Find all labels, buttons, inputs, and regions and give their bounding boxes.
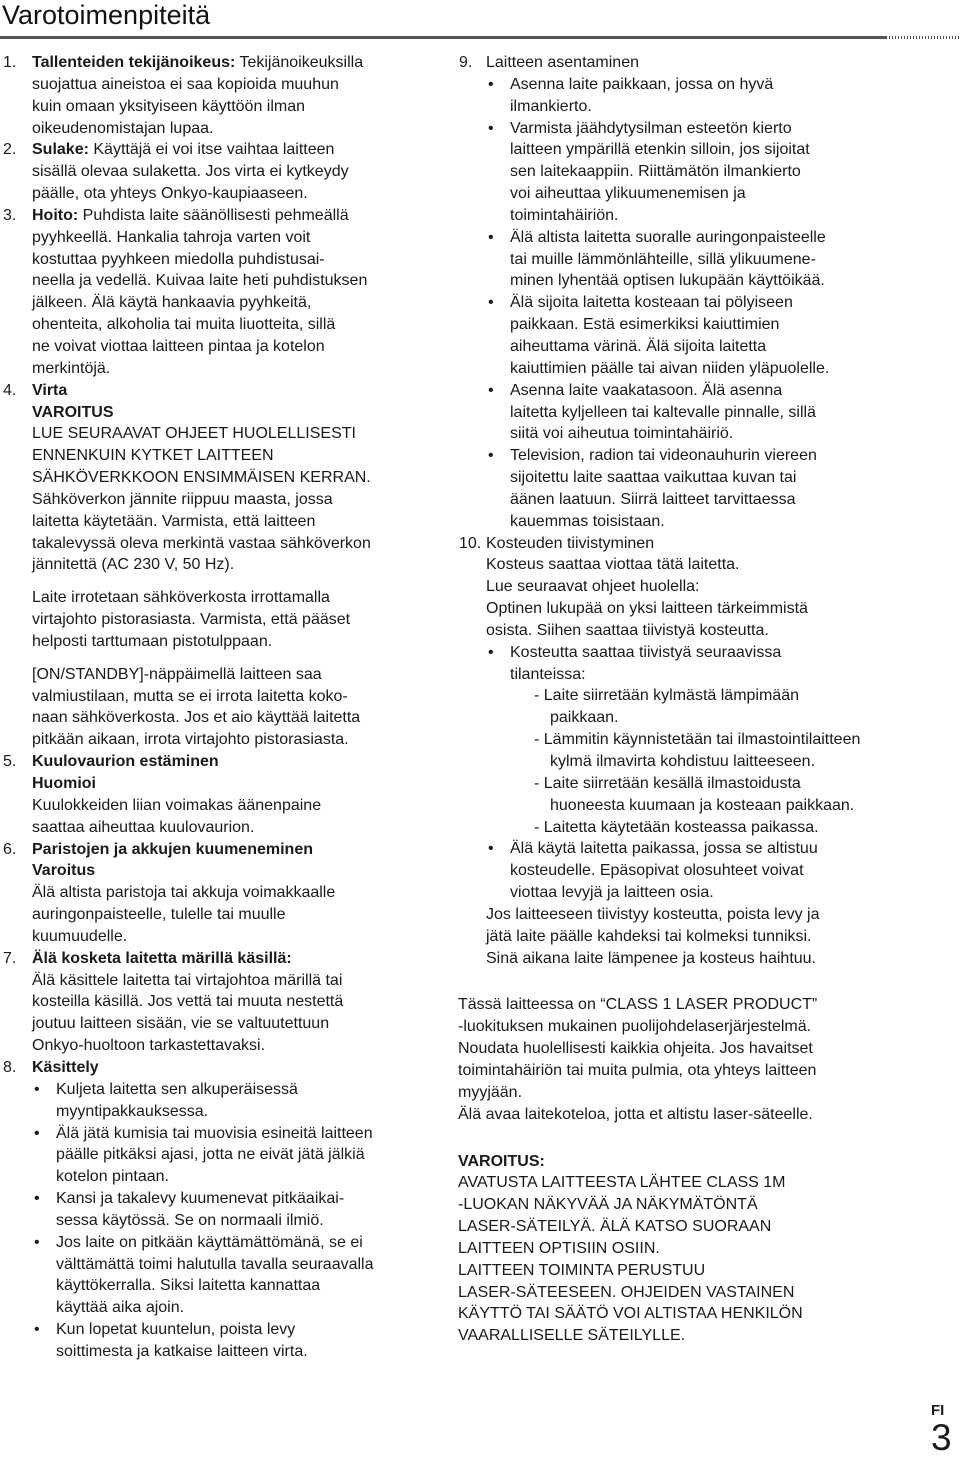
text-line: käyttökerralla. Siksi laitetta kannattaa xyxy=(56,1277,321,1295)
text-line: suojattua aineistoa ei saa kopioida muuhun xyxy=(32,75,339,93)
bullet-dot: • xyxy=(488,381,494,399)
bullet-dot: • xyxy=(34,1190,40,1208)
text-line: Laite irrotetaan sähköverkosta irrottamalla xyxy=(32,589,330,607)
text-line: Sähköverkon jännite riippuu maasta, jossa xyxy=(32,490,333,508)
bullet-item xyxy=(32,1123,430,1189)
text-line: päälle pitkäksi ajasi, jotta ne eivät jätä jälkiä xyxy=(56,1146,365,1164)
warning-label: Varoitus xyxy=(32,862,96,880)
bullet-item xyxy=(32,1079,430,1123)
text-line: Tekijänoikeuksilla xyxy=(239,54,364,71)
section-heading: Laitteen asentaminen xyxy=(486,54,639,71)
section-heading: Paristojen ja akkujen kuumeneminen xyxy=(32,840,313,858)
caps-line: LASER-SÄTEILYÄ. ÄLÄ KATSO SUORAAN xyxy=(458,1218,772,1236)
text-line: minen lyhentää optisen lukupään käyttöikää. xyxy=(510,272,825,290)
text-line: paikkaan. Estä esimerkiksi kaiuttimien xyxy=(510,316,780,334)
text-line: kostuttaa pyyhkeen miedolla puhdistusai- xyxy=(32,250,325,268)
bullet-item xyxy=(486,838,888,904)
page-title: Varotoimenpiteitä xyxy=(2,0,211,30)
text-line: jälkeen. Älä käytä hankaavia pyyhkeitä, xyxy=(32,294,312,312)
text-line: merkintöjä. xyxy=(32,359,111,377)
text-line: takalevyssä oleva merkintä vastaa sähköverkon xyxy=(32,534,371,552)
item-number: 5. xyxy=(3,753,17,771)
warning-title: VAROITUS: xyxy=(458,1152,545,1170)
text-line: Kosteus saattaa viottaa tätä laitetta. xyxy=(486,556,740,574)
text-line: jätä laite päälle kahdeksi tai kolmeksi tunniksi. xyxy=(486,927,812,945)
section-wet-hands xyxy=(0,948,430,1057)
section-condensation xyxy=(458,533,888,970)
item-number: 8. xyxy=(3,1058,17,1076)
text-line: joutuu laitteen sisään, vie se valtuutettuun xyxy=(32,1015,330,1033)
item-number: 2. xyxy=(3,141,17,159)
text-line: Älä altista paristoja tai akkuja voimakkaalle xyxy=(32,884,336,902)
bullet-dot: • xyxy=(34,1321,40,1339)
caps-line: SÄHKÖVERKKOON ENSIMMÄISEN KERRAN. xyxy=(32,469,371,487)
text-line: laitetta kyljelleen tai kaltevalle pinnalle, sillä xyxy=(510,403,816,421)
bullet-dot: • xyxy=(488,840,494,858)
text-line: laitetta käytetään. Varmista, että laitteen xyxy=(32,512,316,530)
bullet-dot: • xyxy=(34,1233,40,1251)
text-line: Puhdista laite säänöllisesti pehmeällä xyxy=(82,206,349,224)
text-line: tai muille lämmönlähteille, sillä ylikuumene- xyxy=(510,250,816,268)
caps-line: ENNENKUIN KYTKET LAITTEEN xyxy=(32,447,274,465)
laser-warning xyxy=(458,1151,888,1348)
text-line: ne voivat viottaa laitteen pintaa ja kotelon xyxy=(32,337,325,355)
left-column xyxy=(0,52,430,1363)
section-heading: Virta xyxy=(32,381,68,399)
text-line: kauemmas toisistaan. xyxy=(510,512,665,530)
text-line: tilanteissa: xyxy=(510,665,586,683)
text-line: toimintahäiriön tai muita pulmia, ota yhteys laitteen xyxy=(458,1061,817,1079)
text-line: välttämättä toimi halutulla tavalla seuraavalla xyxy=(56,1255,374,1273)
text-line: pyyhkeellä. Hankalia tahroja varten voit xyxy=(32,228,311,246)
section-heading: Kosteuden tiivistyminen xyxy=(486,534,655,552)
page-number: 3 xyxy=(931,1417,952,1458)
text-line: Älä sijoita laitetta kosteaan tai pölyiseen xyxy=(510,294,793,312)
text-line: Optinen lukupää on yksi laitteen tärkeimmistä xyxy=(486,600,808,618)
text-line: Television, radion tai videonauhurin viereen xyxy=(510,447,817,465)
text-line: saattaa aiheuttaa kuulovaurion. xyxy=(32,818,255,836)
bullet-item xyxy=(32,1319,430,1363)
text-line: Tässä laitteessa on “CLASS 1 LASER PRODUCT” xyxy=(458,996,818,1014)
text-line: jännitettä (AC 230 V, 50 Hz). xyxy=(32,556,235,574)
text-line: Asenna laite vaakatasoon. Älä asenna xyxy=(510,381,783,399)
dash-item: - Laite siirretään kylmästä lämpimään xyxy=(534,687,799,705)
bullet-dot: • xyxy=(488,447,494,465)
text-line: kosteilla käsillä. Jos vettä tai muuta nestettä xyxy=(32,993,344,1011)
bullet-dot: • xyxy=(34,1080,40,1098)
text-line: äänen laatuun. Siirrä laitteet tarvittaessa xyxy=(510,490,796,508)
text-line: Varmista jäähdytysilman esteetön kierto xyxy=(510,119,792,137)
caps-line: LAITTEEN OPTISIIN OSIIN. xyxy=(458,1239,660,1257)
bullet-item xyxy=(486,118,888,227)
text-line: Älä käytä laitetta paikassa, jossa se altistuu xyxy=(510,840,818,858)
text-line: osista. Siihen saattaa tiivistyä kosteutta. xyxy=(486,621,769,639)
text-line: helposti tarttumaan pistotulppaan. xyxy=(32,632,273,650)
language-code: FI xyxy=(931,1402,945,1419)
notice-label: Huomioi xyxy=(32,775,96,792)
section-batteries xyxy=(0,839,430,948)
title-rule xyxy=(0,36,886,39)
text-line: Kosteutta saattaa tiivistyä seuraavissa xyxy=(510,643,782,661)
caps-line: LASER-SÄTEESEEN. OHJEIDEN VASTAINEN xyxy=(458,1283,795,1301)
text-line: voi aiheuttaa ylikuumenemisen ja xyxy=(510,185,746,203)
bullet-item xyxy=(32,1188,430,1232)
bullet-dot: • xyxy=(34,1124,40,1142)
text-line: viottaa levyjä ja laitteen osia. xyxy=(510,884,714,902)
section-heading: Älä kosketa laitetta märillä käsillä: xyxy=(32,949,292,967)
text-line: Onkyo-huoltoon tarkastettavaksi. xyxy=(32,1037,266,1055)
title-rule-pattern xyxy=(886,36,960,39)
section-heading: Kuulovaurion estäminen xyxy=(32,753,219,771)
item-number: 4. xyxy=(3,381,17,399)
text-line: Kun lopetat kuuntelun, poista levy xyxy=(56,1321,296,1339)
text-line: valmiustilaan, mutta se ei irrota laitetta koko- xyxy=(32,687,348,705)
text-line: sijoitettu laite saattaa vaikuttaa kuvan tai xyxy=(510,469,797,487)
text-line: Noudata huolellisesti kaikkia ohjeita. Jos havaitset xyxy=(458,1040,813,1058)
text-line: [ON/STANDBY]-näppäimellä laitteen saa xyxy=(32,665,322,683)
item-number: 10. xyxy=(459,534,482,552)
text-line: Jos laite on pitkään käyttämättömänä, se ei xyxy=(56,1233,363,1251)
bullet-item xyxy=(486,445,888,532)
section-heading: Käsittely xyxy=(32,1058,99,1076)
text-line: kaiuttimien päälle tai aivan niiden yläpuolelle. xyxy=(510,359,830,377)
text-line: pitkään aikaan, irrota virtajohto pistorasiasta. xyxy=(32,731,349,749)
text-line: laitteen ympärillä etenkin silloin, jos sijoitat xyxy=(510,141,810,159)
bullet-dot: • xyxy=(488,75,494,93)
dash-item-cont: huoneesta kuumaan ja kosteaan paikkaan. xyxy=(550,796,855,814)
caps-line: AVATUSTA LAITTEESTA LÄHTEE CLASS 1M xyxy=(458,1174,786,1192)
item-number: 1. xyxy=(3,54,17,71)
text-line: neella ja vedellä. Kuivaa laite heti puhdistuksen xyxy=(32,272,368,290)
text-line: ilmankierto. xyxy=(510,97,592,115)
item-number: 9. xyxy=(459,54,473,71)
text-line: soittimesta ja katkaise laitteen virta. xyxy=(56,1342,308,1360)
bullet-dot: • xyxy=(488,228,494,246)
text-line: myyntipakkauksessa. xyxy=(56,1102,209,1120)
section-care xyxy=(0,205,430,380)
section-heading: Tallenteiden tekijänoikeus: xyxy=(32,54,236,71)
text-line: sen laitekaappiin. Riittämätön ilmankierto xyxy=(510,163,801,181)
bullet-item xyxy=(486,642,888,839)
section-power xyxy=(0,380,430,752)
bullet-item xyxy=(486,292,888,379)
laser-notice xyxy=(458,994,888,1125)
caps-line: LAITTEEN TOIMINTA PERUSTUU xyxy=(458,1261,706,1279)
bullet-dot: • xyxy=(488,294,494,312)
section-heading: Sulake: xyxy=(32,141,89,159)
text-line: naan sähköverkosta. Jos et aio käyttää laitetta xyxy=(32,709,361,727)
section-fuse xyxy=(0,139,430,205)
text-line: kosteudelle. Epäsopivat olosuhteet voivat xyxy=(510,862,804,880)
text-line: Älä käsittele laitetta tai virtajohtoa märillä tai xyxy=(32,971,343,989)
text-line: päälle, ota yhteys Onkyo-kaupiaaseen. xyxy=(32,185,308,203)
section-copyright xyxy=(0,52,430,139)
text-line: -luokituksen mukainen puolijohdelaserjärjestelmä. xyxy=(458,1018,812,1036)
section-installation xyxy=(458,52,888,533)
text-line: myyjään. xyxy=(458,1083,523,1101)
dash-item-cont: kylmä ilmavirta kohdistuu laitteeseen. xyxy=(550,753,816,770)
caps-line: LUE SEURAAVAT OHJEET HUOLELLISESTI xyxy=(32,425,356,443)
text-line: Älä altista laitetta suoralle auringonpaisteelle xyxy=(510,228,826,246)
dash-item-cont: paikkaan. xyxy=(550,709,619,727)
dash-item: - Laitetta käytetään kosteassa paikassa. xyxy=(534,818,819,836)
text-line: sessa käytössä. Se on normaali ilmiö. xyxy=(56,1211,324,1229)
text-line: kotelon pintaan. xyxy=(56,1168,169,1186)
text-line: virtajohto pistorasiasta. Varmista, että pääset xyxy=(32,611,351,629)
text-line: kuin omaan yksityiseen käyttöön ilman xyxy=(32,97,306,115)
item-number: 3. xyxy=(3,206,17,224)
text-line: ohenteita, alkoholia tai muita liuotteita, sillä xyxy=(32,316,336,334)
dash-item: - Laite siirretään kesällä ilmastoidusta xyxy=(534,774,801,792)
bullet-item xyxy=(486,74,888,118)
bullet-item xyxy=(486,227,888,293)
text-line: siitä voi aiheutua toimintahäiriö. xyxy=(510,425,734,443)
dash-item: - Lämmitin käynnistetään tai ilmastointilaitteen xyxy=(534,731,861,749)
text-line: kuumuudelle. xyxy=(32,927,128,945)
text-line: Kuljeta laitetta sen alkuperäisessä xyxy=(56,1080,298,1098)
text-line: Lue seuraavat ohjeet huolella: xyxy=(486,578,700,596)
text-line: aiheuttama värinä. Älä sijoita laitetta xyxy=(510,337,767,355)
section-hearing xyxy=(0,751,430,838)
right-column xyxy=(458,52,888,1347)
text-line: sisällä olevaa sulaketta. Jos virta ei kytkeydy xyxy=(32,163,349,181)
bullet-dot: • xyxy=(488,643,494,661)
bullet-item xyxy=(486,380,888,446)
item-number: 6. xyxy=(3,840,17,858)
text-line: Älä jätä kumisia tai muovisia esineitä laitteen xyxy=(56,1124,373,1142)
text-line: käyttää aika ajoin. xyxy=(56,1299,185,1317)
text-line: Jos laitteeseen tiivistyy kosteutta, poista levy ja xyxy=(486,905,820,923)
text-line: Kuulokkeiden liian voimakas äänenpaine xyxy=(32,796,322,814)
section-heading: Hoito: xyxy=(32,206,79,224)
caps-line: KÄYTTÖ TAI SÄÄTÖ VOI ALTISTAA HENKILÖN xyxy=(458,1305,803,1323)
text-line: oikeudenomistajan lupaa. xyxy=(32,119,214,137)
bullet-item xyxy=(32,1232,430,1319)
text-line: Älä avaa laitekoteloa, jotta et altistu laser-säteelle. xyxy=(458,1105,813,1123)
text-line: Asenna laite paikkaan, jossa on hyvä xyxy=(510,75,774,93)
caps-line: VAARALLISELLE SÄTEILYLLE. xyxy=(458,1327,686,1345)
text-line: Kansi ja takalevy kuumenevat pitkäaikai- xyxy=(56,1190,345,1208)
text-line: auringonpaisteelle, tulelle tai muulle xyxy=(32,906,286,924)
section-handling xyxy=(0,1057,430,1363)
text-line: toimintahäiriön. xyxy=(510,206,619,224)
bullet-dot: • xyxy=(488,119,494,137)
warning-label: VAROITUS xyxy=(32,403,114,421)
text-line: Käyttäjä ei voi itse vaihtaa laitteen xyxy=(93,141,335,159)
caps-line: -LUOKAN NÄKYVÄÄ JA NÄKYMÄTÖNTÄ xyxy=(458,1196,758,1214)
item-number: 7. xyxy=(3,949,17,967)
text-line: Sinä aikana laite lämpenee ja kosteus haihtuu. xyxy=(486,949,816,967)
